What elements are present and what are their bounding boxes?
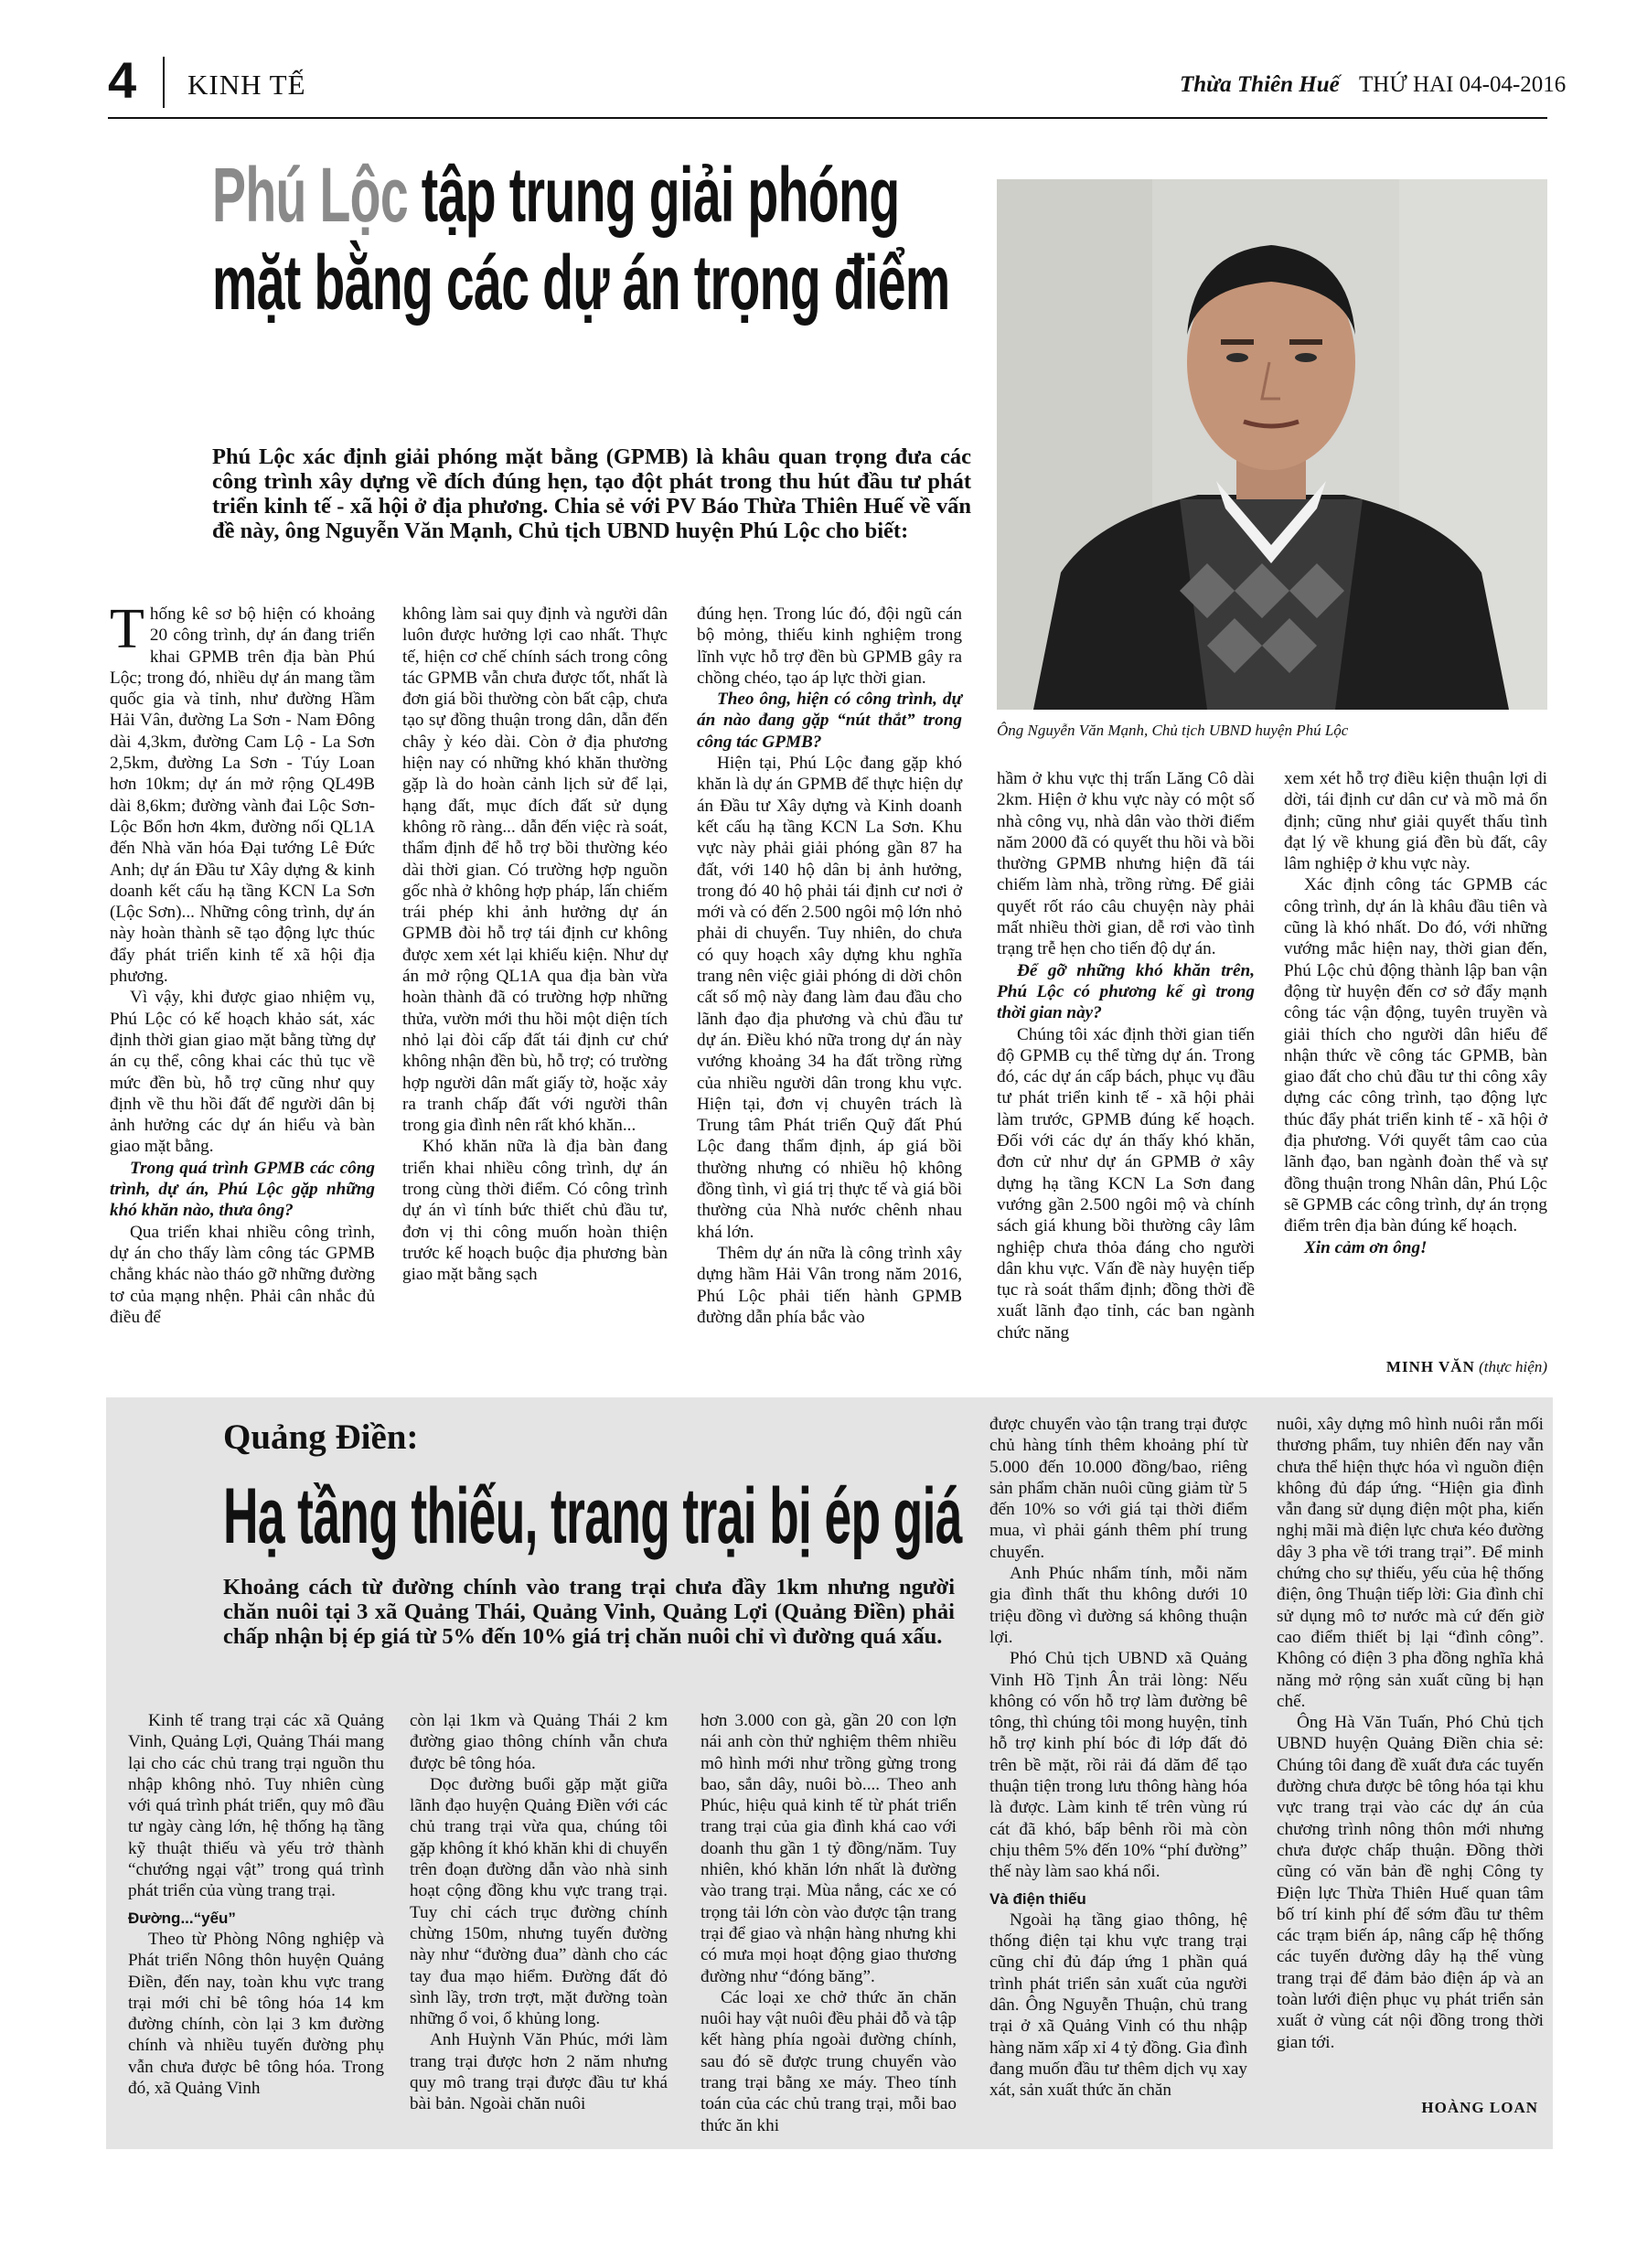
section-name: KINH TẾ	[187, 69, 306, 101]
paragraph: Anh Huỳnh Văn Phúc, mới làm trang trại được hơn 2 năm nhưng quy mô trang trại được đầu tư khá bài bản. Ngoài chăn nuôi	[410, 2030, 668, 2114]
portrait-illustration	[997, 179, 1547, 710]
drop-cap: T	[110, 598, 144, 660]
paragraph: Anh Phúc nhẩm tính, mỗi năm gia đình thất thu không dưới 10 triệu đồng vì đường sá không thuận lợi.	[989, 1564, 1247, 1647]
article2-byline: HOÀNG LOAN	[1421, 2099, 1538, 2116]
closing-line: Xin cảm ơn ông!	[1304, 1237, 1428, 1257]
interview-question: Theo ông, hiện có công trình, dự án nào đang gặp “nút thắt” trong công tác GPMB?	[697, 690, 962, 752]
subheading: Và điện thiếu	[989, 1889, 1086, 1908]
paragraph	[110, 598, 375, 987]
paragraph: còn lại 1km và Quảng Thái 2 km đường giao thông chính vẫn chưa được bê tông hóa.	[410, 1711, 668, 1773]
header-divider	[163, 57, 165, 108]
byline-name: MINH VĂN	[1385, 1358, 1475, 1375]
article1-byline	[1284, 1357, 1547, 1377]
paragraph: Kinh tế trang trại các xã Quảng Vinh, Quảng Lợi, Quảng Thái mang lại cho các chủ trang trại nguồn thu nhập không nhỏ. Tuy nhiên cùng với quá trình phát triển, quy mô đầu tư ngày càng lớn, hệ thống hạ tầng kỹ thuật thiếu và yếu trở thành “chướng ngại vật” trong quá trình phát triển của vùng trang trại.	[128, 1711, 384, 1901]
paragraph: Vì vậy, khi được giao nhiệm vụ, Phú Lộc có kế hoạch khảo sát, xác định thời gian giao mặt bằng từng dự án cụ thể, công khai các thủ tục về mức đền bù, hỗ trợ cũng như quy định về thu hồi đất để người dân bị ảnh hưởng các dự án hiểu và bàn giao mặt bằng.	[110, 988, 375, 1157]
issue-date: THỨ HAI 04-04-2016	[1359, 72, 1567, 97]
paragraph: Hiện tại, Phú Lộc đang gặp khó khăn là dự án GPMB để thực hiện dự án Đầu tư Xây dựng và Kinh doanh kết cấu hạ tầng KCN La Sơn. Khu vực này phải giải phóng gần 87 ha đất, với 140 hộ dân bị ảnh hưởng, trong đó 40 hộ phải tái định cư nơi ở mới và có đến 2.500 ngôi mộ lớn nhỏ phải di chuyển. Tuy nhiên, do chưa có quy hoạch xây dựng khu nghĩa trang nên việc giải phóng di dời chôn cất số mộ này đang làm đau đầu cho lãnh đạo địa phương và chủ đầu tư dự án. Điều khó nữa trong dự án này vướng khoảng 34 ha đất trồng rừng của nhiều người dân trong khu vực. Hiện tại, đơn vị chuyên trách là Trung tâm Phát triển Quỹ đất Phú Lộc đang thẩm định, áp giá bồi thường nhưng có nhiều hộ không đồng tình, vì giá trị thực tế và giá bồi thường của Nhà nước chênh nhau khá lớn.	[697, 754, 962, 1242]
article1-column-1	[110, 598, 375, 1328]
article1-column-5	[1284, 768, 1547, 1258]
newspaper-name: Thừa Thiên Huế	[1180, 72, 1340, 97]
paragraph: không làm sai quy định và người dân luôn được hưởng lợi cao nhất. Thực tế, hiện cơ chế chính sách trong công tác GPMB vẫn chưa được tốt, nhất là đơn giá bồi thường còn bất cập, chưa tạo sự đồng thuận trong dân, dẫn đến chây ỳ kéo dài. Còn ở địa phương hiện nay có những khó khăn thường gặp là do hoàn cảnh lịch sử để lại, hạng đất, mục đích đất sử dụng không rõ ràng... dẫn đến việc rà soát, thẩm định để hỗ trợ bồi thường kéo dài thời gian. Có trường hợp nguồn gốc nhà ở không hợp pháp, lấn chiếm trái phép khi ảnh hưởng dự án GPMB đòi hỗ trợ tái định cư không được xem xét lại khiếu kiện. Như dự án mở rộng QL1A qua địa bàn vừa hoàn thành đã có trường hợp những thửa, vườn mới thu hồi một diện tích nhỏ lại đòi cấp đất tái định cư chứ không nhận đền bù, hỗ trợ; có trường hợp người dân mất giấy tờ, hoặc xảy ra tranh chấp đất với người thân trong gia đình nên rất khó khăn...	[402, 604, 668, 1136]
portrait-photo	[997, 179, 1547, 710]
article2-column-4	[989, 1414, 1247, 2102]
article2-column-1	[128, 1710, 384, 2099]
paragraph: Thêm dự án nữa là công trình xây dựng hầm Hải Vân trong năm 2016, Phú Lộc phải tiến hành GPMB đường dẫn phía bắc vào	[697, 1243, 962, 1327]
paragraph: xem xét hỗ trợ điều kiện thuận lợi di dời, tái định cư dân cư và mồ mả ổn định; cũng như giải quyết thấu tình đạt lý về khung giá đền bù đất, cây lâm nghiệp ở khu vực này.	[1284, 769, 1547, 874]
paragraph: Dọc đường buổi gặp mặt giữa lãnh đạo huyện Quảng Điền với các chủ trang trại vừa qua, chúng tôi gặp không ít khó khăn khi di chuyển trên đoạn đường dẫn vào nhà sinh hoạt cộng đồng khu vực trang trại. Tuy chỉ cách trục đường chính chừng 150m, nhưng tuyến đường này như “đường đua” dành cho các tay đua mạo hiểm. Đường đất đỏ sình lầy, trơn trợt, mặt đường toàn những ổ voi, ổ khủng long.	[410, 1774, 668, 2029]
paragraph: Qua triển khai nhiều công trình, dự án cho thấy làm công tác GPMB chẳng khác nào tháo gỡ những đường tơ của mạng nhện. Phải cân nhắc đủ điều để	[110, 1222, 375, 1327]
article1-headline	[212, 151, 950, 326]
article2-lead: Khoảng cách từ đường chính vào trang trại chưa đầy 1km nhưng người chăn nuôi tại 3 xã Quảng Thái, Quảng Vinh, Quảng Lợi (Quảng Điền) phải chấp nhận bị ép giá từ 5% đến 10% giá trị chăn nuôi chỉ vì đường quá xấu.	[223, 1575, 955, 1649]
article2-headline: Hạ tầng thiếu, trang trại bị ép giá	[223, 1472, 962, 1560]
header-rule	[108, 117, 1547, 119]
paragraph: Xác định công tác GPMB các công trình, dự án là khâu đầu tiên và cũng là khó nhất. Do đó, với những vướng mắc hiện nay, thời gian đến, Phú Lộc chủ động thành lập ban vận động từ huyện đến cơ sở đẩy mạnh công tác vận động, tuyên truyền và giải thích cho người dân hiểu để nhận thức về công tác GPMB, bàn giao đất cho chủ đầu tư thi công xây dựng các công trình, tạo động lực thúc đẩy phát triển kinh tế - xã hội ở địa phương. Với quyết tâm cao của lãnh đạo, ban ngành đoàn thể và sự đồng thuận trong Nhân dân, Phú Lộc sẽ GPMB các công trình, dự án trọng điểm trên địa bàn đúng kế hoạch.	[1284, 875, 1547, 1236]
paragraph: Phó Chủ tịch UBND xã Quảng Vinh Hồ Tịnh Ân trải lòng: Nếu không có vốn hỗ trợ làm đường bê tông, thì chúng tôi mong huyện, tỉnh hỗ trợ kinh phí bóc đi lớp đất đỏ trên bề mặt, rồi rải đá dăm để tạo thuận tiện trong lưu thông hàng hóa là được. Làm kinh tế trên vùng rú cát đã khó, bấp bênh rồi mà còn chịu thêm 5% đến 10% “phí đường” thế này làm sao khá nổi.	[989, 1649, 1247, 1882]
page-number: 4	[108, 51, 137, 109]
paragraph-text: hống kê sơ bộ hiện có khoảng 20 công trình, dự án đang triển khai GPMB trên địa bàn Phú Lộc; trong đó, nhiều dự án mang tầm quốc gia và tỉnh, như đường Hầm Hải Vân, đường La Sơn - Nam Đông dài 4,3km, đường Cam Lộ - La Sơn 2,5km, đường La Sơn - Túy Loan hơn 10km; dự án mở rộng QL49B dài 8,6km; đường vành đai Lộc Sơn-Lộc Bổn hơn 4km, đường nối QL1A đến Nhà văn hóa Đại tướng Lê Đức Anh; dự án Đầu tư Xây dựng & kinh doanh kết cấu hạ tầng KCN La Sơn (Lộc Sơn)... Những công trình, dự án này hoàn thành sẽ tạo động lực thúc đẩy phát triển kinh tế xã hội địa phương.	[110, 604, 375, 987]
article2-kicker: Quảng Điền:	[223, 1418, 419, 1457]
paragraph: đúng hẹn. Trong lúc đó, đội ngũ cán bộ mỏng, thiếu kinh nghiệm trong lĩnh vực hỗ trợ đền bù GPMB gây ra chồng chéo, tạo áp lực thời gian.	[697, 604, 962, 688]
article2-column-5	[1277, 1414, 1544, 2053]
paragraph: Chúng tôi xác định thời gian tiến độ GPMB cụ thể từng dự án. Trong đó, các dự án cấp bách, phục vụ đầu tư phát triển kinh tế - xã hội phải làm trước, GPMB đúng kế hoạch. Đối với các dự án thấy khó khăn, đơn cử như dự án GPMB ở xây dựng hạ tầng KCN La Sơn đang vướng gần 2.500 ngôi mộ và chính sách giá khung bồi thường cây lâm nghiệp chưa thỏa đáng cho người dân khu vực. Vấn đề này huyện tiếp tục rà soát thẩm định; đồng thời đề xuất lãnh đạo tỉnh, các ban ngành chức năng	[997, 1024, 1255, 1343]
article2-column-2	[410, 1710, 668, 2115]
article2-column-3	[701, 1710, 957, 2136]
article1-column-3	[697, 604, 962, 1328]
article1-lead: Phú Lộc xác định giải phóng mặt bằng (GPMB) là khâu quan trọng đưa các công trình xây dựng về đích đúng hẹn, tạo đột phát trong thu hút đầu tư phát triển kinh tế - xã hội ở địa phương. Chia sẻ với PV Báo Thừa Thiên Huế về vấn đề này, ông Nguyễn Văn Mạnh, Chủ tịch UBND huyện Phú Lộc cho biết:	[212, 444, 971, 543]
headline-line2: mặt bằng các dự án trọng điểm	[212, 240, 950, 326]
paragraph: Các loại xe chở thức ăn chăn nuôi hay vật nuôi đều phải đỗ và tập kết hàng phía ngoài đường chính, sau đó sẽ được trung chuyển vào trang trại bằng xe máy. Theo tính toán của các chủ trang trại, mỗi bao thức ăn khi	[701, 1987, 957, 2135]
headline-line1: tập trung giải phóng	[421, 152, 900, 238]
byline-note: (thực hiện)	[1479, 1358, 1547, 1375]
paragraph: được chuyển vào tận trang trại được chủ hàng tính thêm khoảng phí từ 5.000 đến 10.000 đồng/bao, riêng sản phẩm chăn nuôi cũng giảm từ 5 đến 10% so với giá tại thời điểm mua, vì phải gánh thêm phí trung chuyển.	[989, 1415, 1247, 1562]
photo-caption: Ông Nguyễn Văn Mạnh, Chủ tịch UBND huyện Phú Lộc	[997, 722, 1349, 739]
paragraph: Ông Hà Văn Tuấn, Phó Chủ tịch UBND huyện Quảng Điền chia sẻ: Chúng tôi đang đề xuất đưa các tuyến đường chưa được bê tông hóa tại khu vực trang trại vào các dự án của chương trình nông thôn mới nhưng chưa được chấp thuận. Đồng thời cũng có văn bản đề nghị Công ty Điện lực Thừa Thiên Huế quan tâm bố trí kinh phí để sớm đầu tư thêm các trạm biến áp, nâng cấp hệ thống các tuyến đường dây hạ thế vùng trang trại để đảm bảo điện áp và an toàn lưới điện phục vụ phát triển sản xuất ở vùng cát nội đồng trong thời gian tới.	[1277, 1713, 1544, 2052]
paragraph: hơn 3.000 con gà, gần 20 con lợn nái anh còn thử nghiệm thêm nhiều mô hình mới như trồng gừng trong bao, sắn dây, nuôi bò.... Theo anh Phúc, hiệu quả kinh tế từ phát triển trang trại của gia đình khá cao với doanh thu gần 1 tỷ đồng/năm. Tuy nhiên, khó khăn lớn nhất là đường vào trang trại. Mùa nắng, các xe có trọng tải lớn còn vào được tận trang trại để giao và nhận hàng nhưng khi có mưa mọi hoạt động giao thương đường như “đóng băng”.	[701, 1711, 957, 1986]
paragraph: Ngoài hạ tầng giao thông, hệ thống điện tại khu vực trang trại cũng chỉ đủ đáp ứng 1 phần quá trình phát triển sản xuất của người dân. Ông Nguyễn Thuận, chủ trang trại ở xã Quảng Vinh có thu nhập hàng năm xấp xỉ 4 tỷ đồng. Gia đình đang muốn đầu tư thêm dịch vụ xay xát, sản xuất thức ăn chăn	[989, 1910, 1247, 2101]
paragraph: nuôi, xây dựng mô hình nuôi rắn mối thương phẩm, tuy nhiên đến nay vẫn chưa thể hiện thực hóa vì nguồn điện không đủ đáp ứng. “Hiện gia đình vẫn đang sử dụng điện một pha, kiến nghị mãi mà điện lực chưa kéo đường dây 3 pha về tới trang trại”. Để minh chứng cho sự thiếu, yếu của hệ thống điện, ông Thuận tiếp lời: Gia đình chỉ sử dụng mô tơ nước mà cứ đến giờ cao điểm thiết bị lại “đình công”. Không có điện 3 pha đồng nghĩa khả năng mở rộng sản xuất cũng bị hạn chế.	[1277, 1415, 1544, 1711]
paragraph: Khó khăn nữa là địa bàn đang triển khai nhiều công trình, dự án trong cùng thời điểm. Có công trình dự án vì tính bức thiết chủ đầu tư, đơn vị thi công muốn hoàn thiện trước kế hoạch buộc địa phương bàn giao mặt bằng sạch	[402, 1137, 668, 1285]
paragraph: Theo từ Phòng Nông nghiệp và Phát triển Nông thôn huyện Quảng Điền, đến nay, toàn khu vực trang trại mới chỉ bê tông hóa 14 km đường chính, còn lại 3 km đường chính và nhiều tuyến đường phụ vẫn chưa được bê tông hóa. Trong đó, xã Quảng Vinh	[128, 1929, 384, 2099]
interview-question: Trong quá trình GPMB các công trình, dự án, Phú Lộc gặp những khó khăn nào, thưa ông?	[110, 1158, 375, 1221]
subheading: Đường...“yếu”	[128, 1909, 236, 1927]
paragraph: hầm ở khu vực thị trấn Lăng Cô dài 2km. Hiện ở khu vực này có một số nhà công vụ, nhà dân vào thời điểm năm 2000 đã có quyết thu hồi và bồi thường GPMB nhưng hiện đã tái chiếm làm nhà, trồng rừng. Để giải quyết rốt ráo câu chuyện này phải mất nhiều thời gian, dễ rơi vào tình trạng trễ hẹn cho tiến độ dự án.	[997, 769, 1255, 959]
interview-question: Để gỡ những khó khăn trên, Phú Lộc có phương kế gì trong thời gian này?	[997, 960, 1255, 1023]
article1-column-4	[997, 768, 1255, 1343]
article1-column-2	[402, 604, 668, 1286]
headline-place: Phú Lộc	[212, 152, 409, 238]
